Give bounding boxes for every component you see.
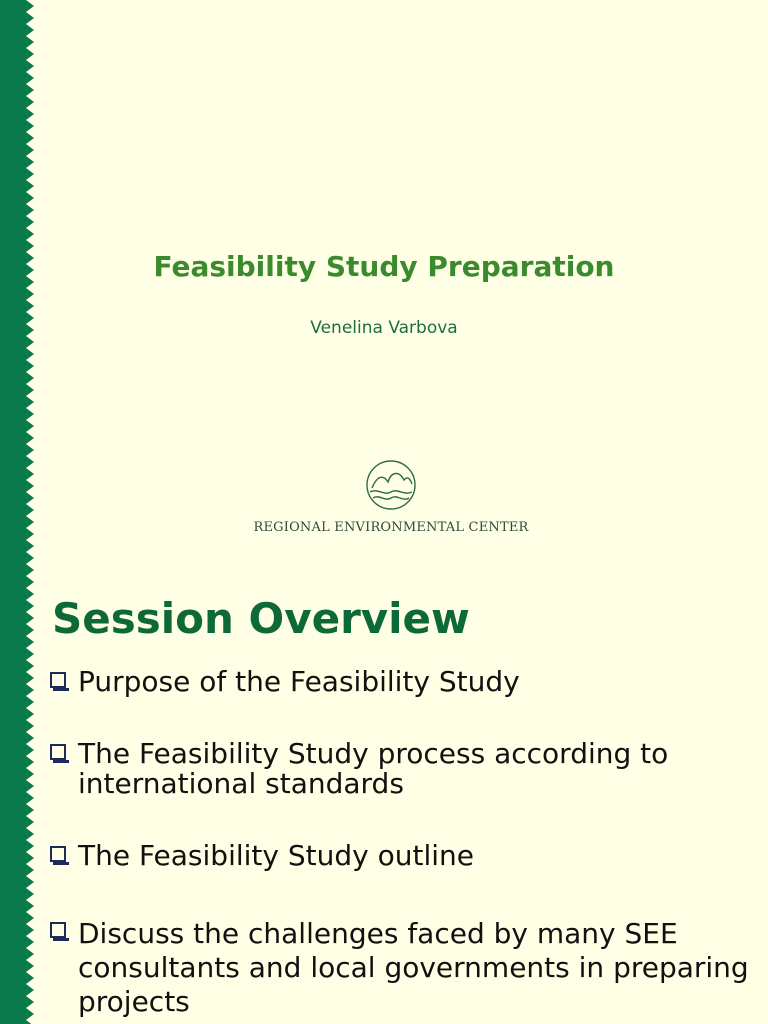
- session-heading: Session Overview: [52, 594, 470, 643]
- checkbox-icon: [50, 922, 70, 942]
- bullet-text: Purpose of the Feasibility Study: [78, 665, 520, 698]
- author-name: Venelina Varbova: [310, 318, 458, 338]
- list-item: [50, 917, 750, 1019]
- rec-logo-icon: [364, 458, 418, 512]
- slide-title: Feasibility Study Preparation: [153, 250, 615, 283]
- bullet-text: Discuss the challenges faced by many SEE consultants and local governments in preparing projects: [78, 917, 749, 1018]
- checkbox-icon: [50, 672, 70, 692]
- bullet-text: The Feasibility Study outline: [78, 839, 474, 872]
- list-item: [50, 667, 750, 697]
- bullet-text: The Feasibility Study process according to international standards: [78, 737, 669, 800]
- organization-name: REGIONAL ENVIRONMENTAL CENTER: [253, 520, 529, 535]
- list-item: [50, 841, 750, 871]
- list-item: [50, 739, 750, 799]
- checkbox-icon: [50, 846, 70, 866]
- checkbox-icon: [50, 744, 70, 764]
